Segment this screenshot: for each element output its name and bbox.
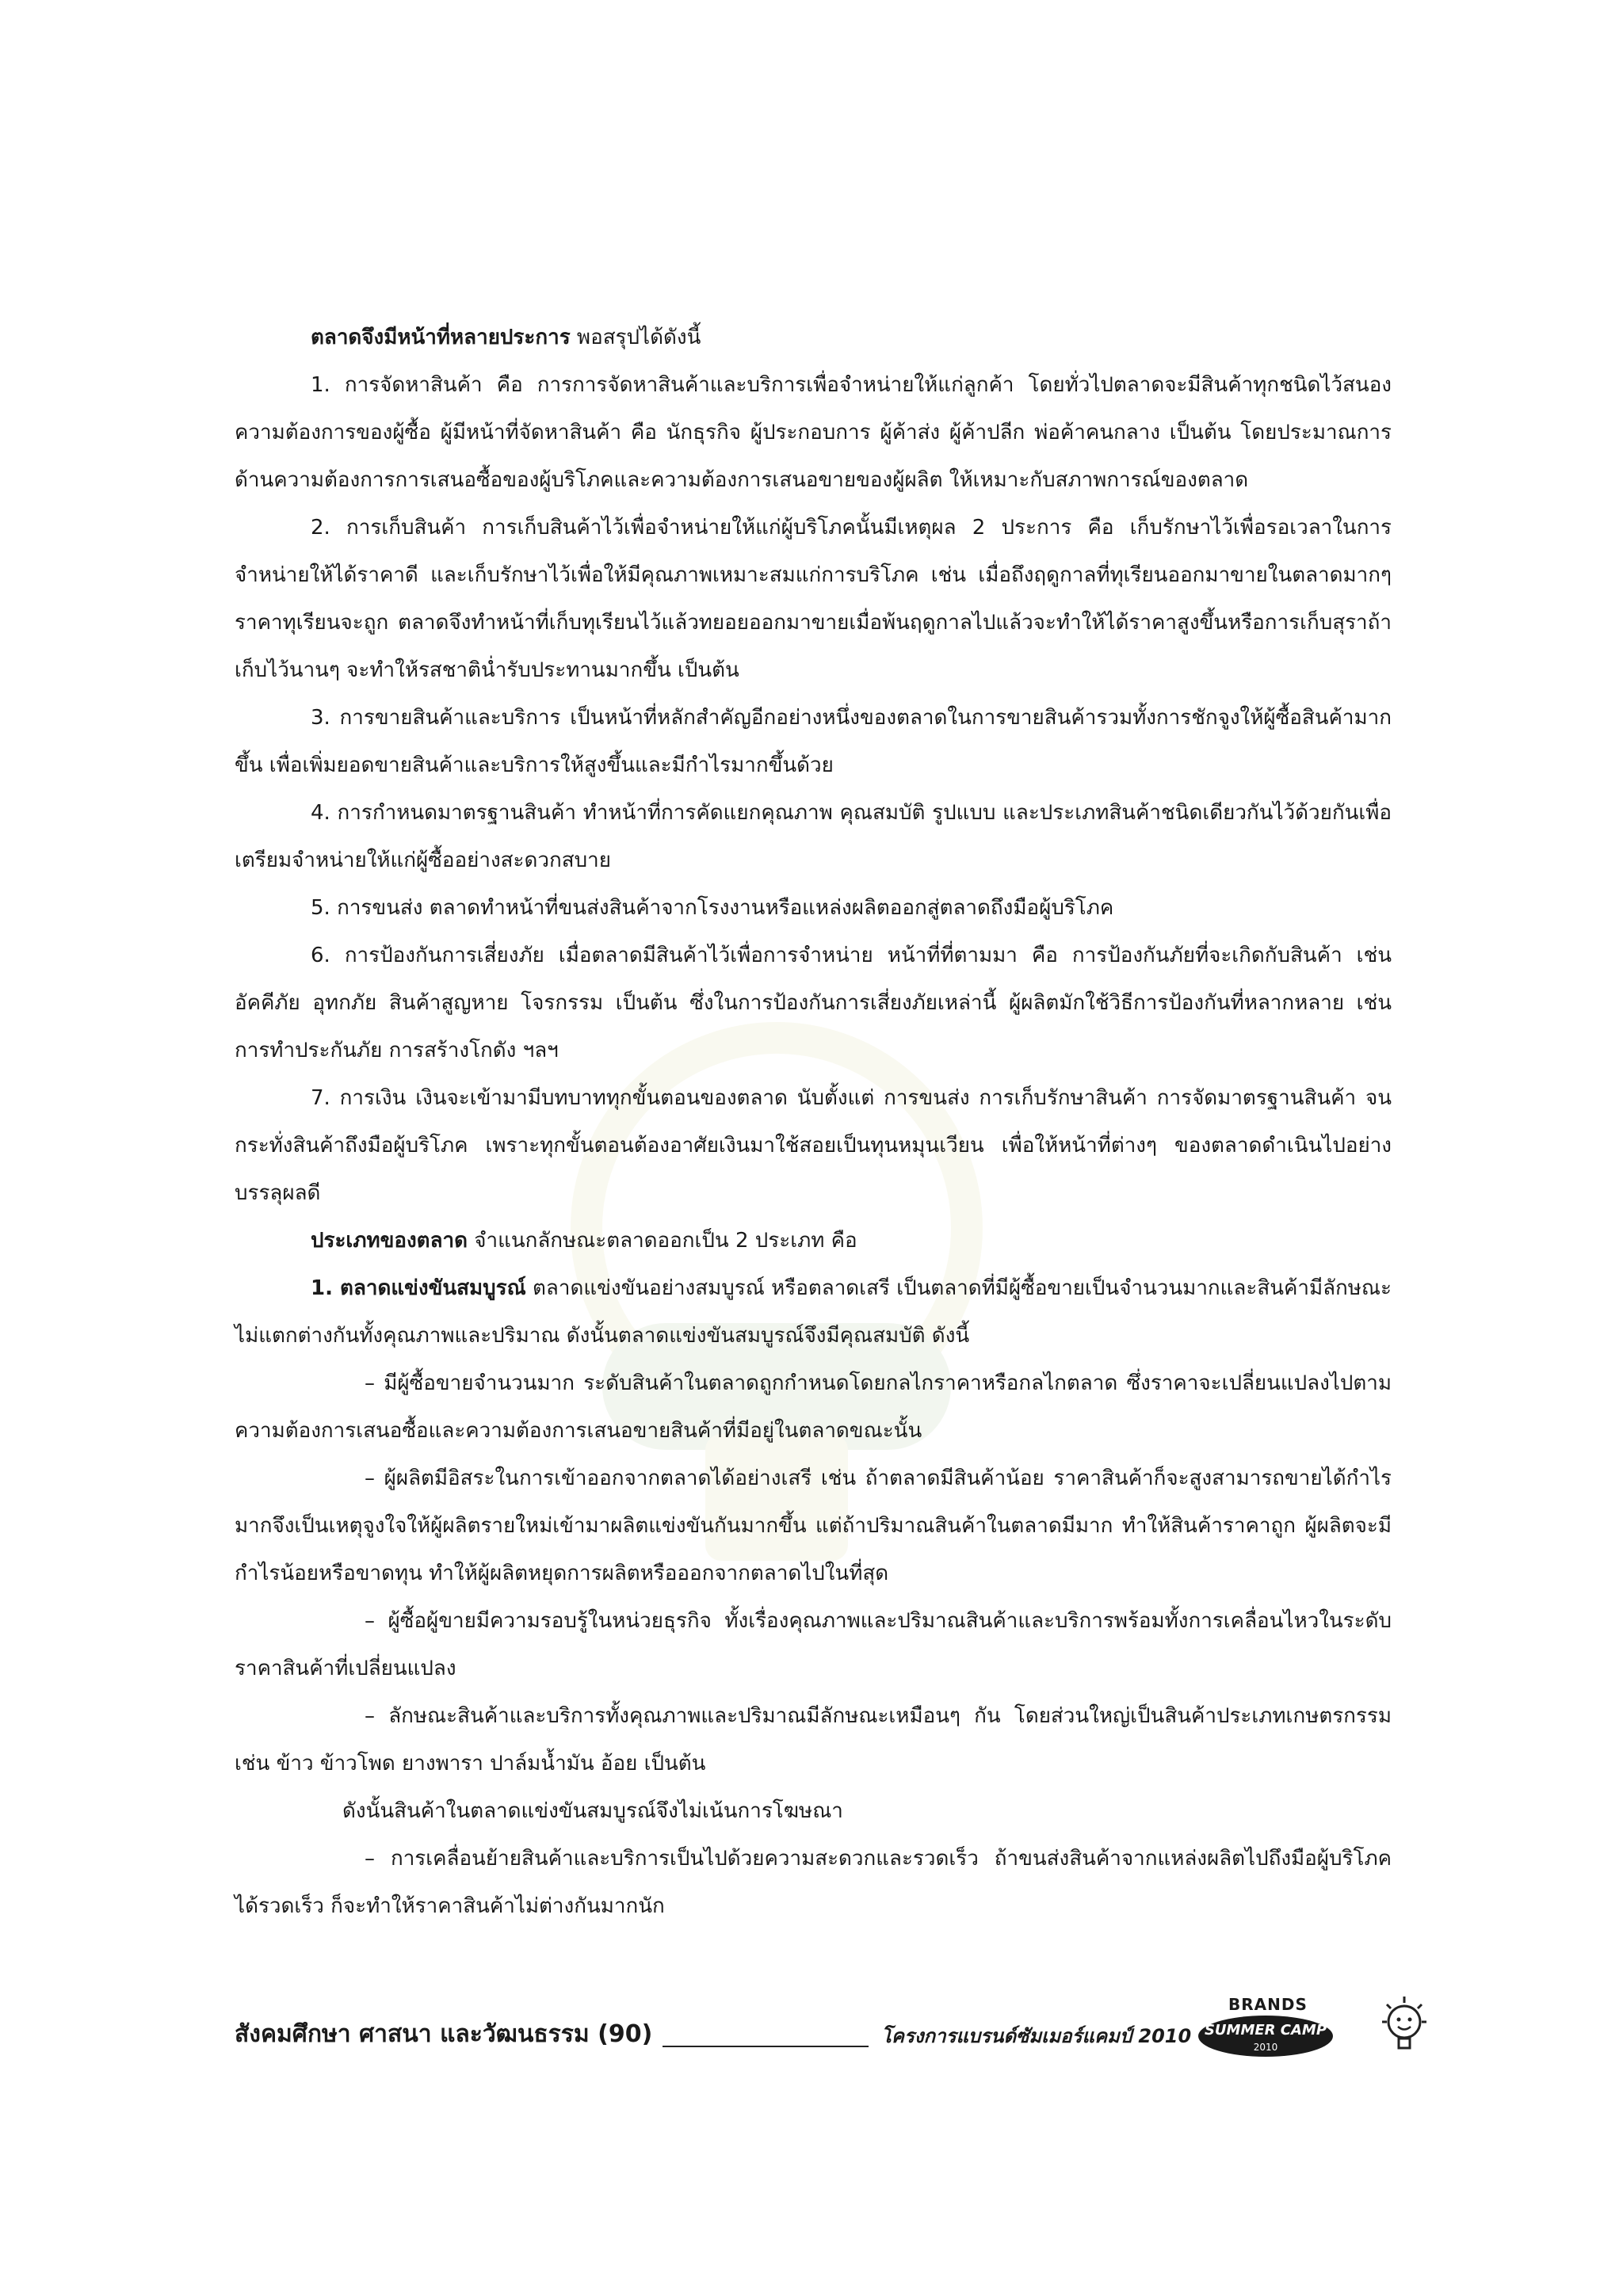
- logo-oval: [1198, 2016, 1333, 2057]
- perfect-competition-text: ตลาดแข่งขันอย่างสมบูรณ์ หรือตลาดเสรี เป็นตลาดที่มีผู้ซื้อขายเป็นจำนวนมากและสินค้ามีลักษณะไม่แตกต่างกันทั้งคุณภาพและปริมาณ ดังนั้นตลาดแข่งขันสมบูรณ์จึงมีคุณสมบัติ ดังนี้: [235, 1276, 1392, 1348]
- bullet-2: – ผู้ผลิตมีอิสระในการเข้าออกจากตลาดได้อย่างเสรี เช่น ถ้าตลาดมีสินค้าน้อย ราคาสินค้าก็จะสูงสามารถขายได้กำไรมากจึงเป็นเหตุจูงใจให้ผู้ผลิตรายใหม่เข้ามาผลิตแข่งขันกันมากขึ้น แต่ถ้าปริมาณสินค้าในตลาดมีมาก ทำให้สินค้าราคาถูก ผู้ผลิตจะมีกำไรน้อยหรือขาดทุน ทำให้ผู้ผลิตหยุดการผลิตหรือออกจากตลาดไปในที่สุด: [235, 1466, 1392, 1585]
- function-7-paragraph: 7. การเงิน เงินจะเข้ามามีบทบาททุกขั้นตอนของตลาด นับตั้งแต่ การขนส่ง การเก็บรักษาสินค้า การจัดมาตรฐานสินค้า จนกระทั่งสินค้าถึงมือผู้บริโภค เพราะทุกขั้นตอนต้องอาศัยเงินมาใช้สอยเป็นทุนหมุนเวียน เพื่อให้หน้าที่ต่างๆ ของตลาดดำเนินไปอย่างบรรลุผลดี: [235, 1086, 1392, 1205]
- perfect-competition-paragraph: [235, 1264, 1392, 1360]
- logo-year: 2010: [1253, 2042, 1278, 2053]
- intro-paragraph: [235, 314, 1392, 361]
- document-body: [235, 314, 1392, 1930]
- function-6-paragraph: 6. การป้องกันการเสี่ยงภัย เมื่อตลาดมีสินค้าไว้เพื่อการจำหน่าย หน้าที่ที่ตามมา คือ การป้องกันภัยที่จะเกิดกับสินค้า เช่น อัคคีภัย อุทกภัย สินค้าสูญหาย โจรกรรม เป็นต้น ซึ่งในการป้องกันการเสี่ยงภัยเหล่านี้ ผู้ผลิตมักใช้วิธีการป้องกันที่หลากหลาย เช่น การทำประกันภัย การสร้างโกดัง ฯลฯ: [235, 944, 1392, 1062]
- market-types-heading: ประเภทของตลาด: [311, 1229, 468, 1253]
- market-types-paragraph: [235, 1217, 1392, 1264]
- bullet-4-note: ดังนั้นสินค้าในตลาดแข่งขันสมบูรณ์จึงไม่เน้นการโฆษณา: [342, 1799, 843, 1823]
- perfect-competition-heading: 1. ตลาดแข่งขันสมบูรณ์: [311, 1276, 526, 1300]
- market-types-text: จำแนกลักษณะตลาดออกเป็น 2 ประเภท คือ: [467, 1229, 857, 1253]
- bullet-4: – ลักษณะสินค้าและบริการทั้งคุณภาพและปริมาณมีลักษณะเหมือนๆ กัน โดยส่วนใหญ่เป็นสินค้าประเภทเกษตรกรรม เช่น ข้าว ข้าวโพด ยางพารา ปาล์มน้ำมัน อ้อย เป็นต้น: [235, 1704, 1392, 1775]
- footer-subject: สังคมศึกษา ศาสนา และวัฒนธรรม (90): [235, 2020, 653, 2048]
- function-3-paragraph: 3. การขายสินค้าและบริการ เป็นหน้าที่หลักสำคัญอีกอย่างหนึ่งของตลาดในการขายสินค้ารวมทั้งการชักจูงให้ผู้ซื้อสินค้ามากขึ้น เพื่อเพิ่มยอดขายสินค้าและบริการให้สูงขึ้นและมีกำไรมากขึ้นด้วย: [235, 706, 1392, 777]
- function-1-paragraph: 1. การจัดหาสินค้า คือ การการจัดหาสินค้าและบริการเพื่อจำหน่ายให้แก่ลูกค้า โดยทั่วไปตลาดจะมีสินค้าทุกชนิดไว้สนองความต้องการของผู้ซื้อ ผู้มีหน้าที่จัดหาสินค้า คือ นักธุรกิจ ผู้ประกอบการ ผู้ค้าส่ง ผู้ค้าปลีก พ่อค้าคนกลาง เป็นต้น โดยประมาณการด้านความต้องการการเสนอซื้อของผู้บริโภคและความต้องการเสนอขายของผู้ผลิต ให้เหมาะกับสภาพการณ์ของตลาด: [235, 373, 1392, 492]
- page-footer: [235, 1995, 1392, 2060]
- lightbulb-mascot-icon: [1376, 1993, 1433, 2060]
- footer-rule: [663, 2046, 869, 2047]
- logo-brand: BRANDS: [1228, 1995, 1308, 2014]
- intro-text: พอสรุปได้ดังนี้: [570, 326, 701, 349]
- intro-heading: ตลาดจึงมีหน้าที่หลายประการ: [311, 326, 571, 349]
- brands-summer-camp-logo: [1198, 1995, 1357, 2061]
- function-2-paragraph: 2. การเก็บสินค้า การเก็บสินค้าไว้เพื่อจำหน่ายให้แก่ผู้บริโภคนั้นมีเหตุผล 2 ประการ คือ เก็บรักษาไว้เพื่อรอเวลาในการจำหน่ายให้ได้ราคาดี และเก็บรักษาไว้เพื่อให้มีคุณภาพเหมาะสมแก่การบริโภค เช่น เมื่อถึงฤดูกาลที่ทุเรียนออกมาขายในตลาดมากๆ ราคาทุเรียนจะถูก ตลาดจึงทำหน้าที่เก็บทุเรียนไว้แล้วทยอยออกมาขายเมื่อพ้นฤดูกาลไปแล้วจะทำให้ได้ราคาสูงขึ้นหรือการเก็บสุราถ้าเก็บไว้นานๆ จะทำให้รสชาตินํ่ารับประทานมากขึ้น เป็นต้น: [235, 516, 1392, 682]
- bullet-1: – มีผู้ซื้อขายจำนวนมาก ระดับสินค้าในตลาดถูกกำหนดโดยกลไกราคาหรือกลไกตลาด ซึ่งราคาจะเปลี่ยนแปลงไปตามความต้องการเสนอซื้อและความต้องการเสนอขายสินค้าที่มีอยู่ในตลาดขณะนั้น: [235, 1371, 1392, 1443]
- bullet-3: – ผู้ซื้อผู้ขายมีความรอบรู้ในหน่วยธุรกิจ ทั้งเรื่องคุณภาพและปริมาณสินค้าและบริการพร้อมทั้งการเคลื่อนไหวในระดับราคาสินค้าที่เปลี่ยนแปลง: [235, 1609, 1392, 1680]
- bullet-5: – การเคลื่อนย้ายสินค้าและบริการเป็นไปด้วยความสะดวกและรวดเร็ว ถ้าขนส่งสินค้าจากแหล่งผลิตไปถึงมือผู้บริโภคได้รวดเร็ว ก็จะทำให้ราคาสินค้าไม่ต่างกันมากนัก: [235, 1847, 1392, 1918]
- function-4-paragraph: 4. การกำหนดมาตรฐานสินค้า ทำหน้าที่การคัดแยกคุณภาพ คุณสมบัติ รูปแบบ และประเภทสินค้าชนิดเดียวกันไว้ด้วยกันเพื่อเตรียมจำหน่ายให้แก่ผู้ซื้ออย่างสะดวกสบาย: [235, 801, 1392, 872]
- logo-camp: SUMMER CAMP: [1204, 2022, 1327, 2039]
- function-5-paragraph: 5. การขนส่ง ตลาดทำหน้าที่ขนส่งสินค้าจากโรงงานหรือแหล่งผลิตออกสู่ตลาดถึงมือผู้บริโภค: [311, 896, 1114, 920]
- footer-project: โครงการแบรนด์ซัมเมอร์แคมป์ 2010: [881, 2025, 1192, 2047]
